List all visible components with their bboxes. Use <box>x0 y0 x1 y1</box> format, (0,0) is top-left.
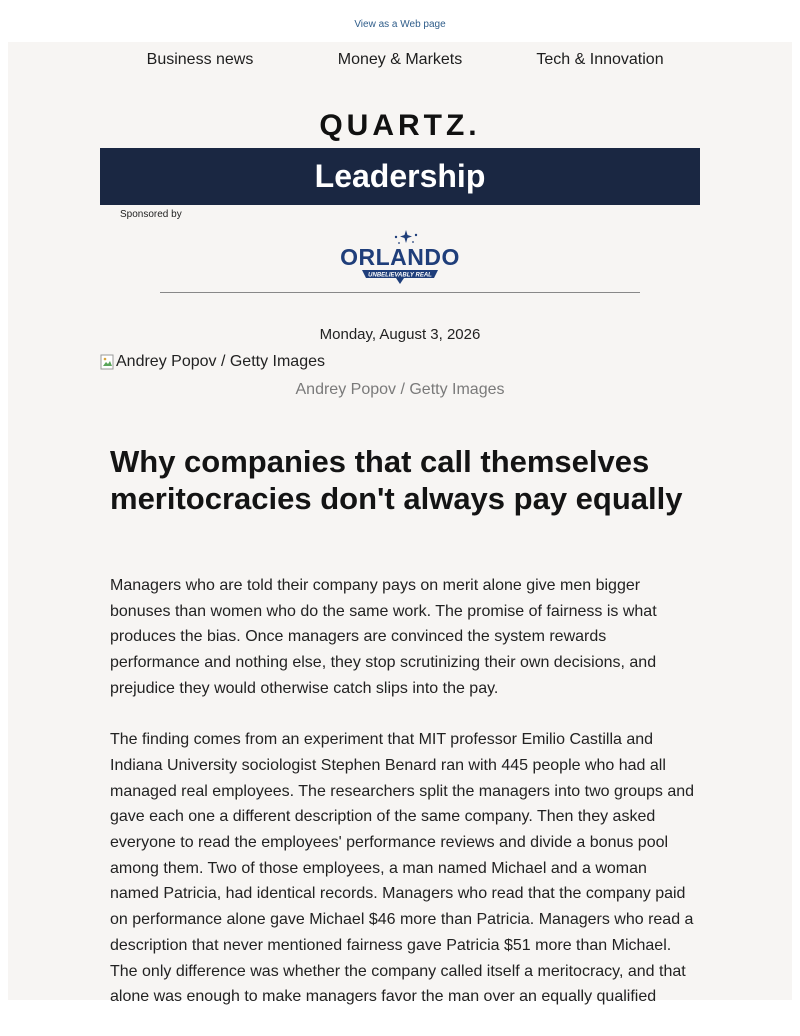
top-bar <box>0 0 800 42</box>
email-sheet <box>8 42 792 1006</box>
article-image[interactable] <box>100 353 325 371</box>
article-paragraph: The finding comes from an experiment that MIT professor Emilio Castilla and Indiana University sociologist Stephen Benard ran with 445 people who had all managed real employees. The researchers split the managers into two groups and gave each one a different description of the same company. Then they asked everyone to read the employees' performance reviews and divide a bonus pool among them. Two of those employees, a man named Michael and a woman named Patricia, had identical records. Managers who read that the company paid on performance alone gave Michael $46 more than Patricia. Managers who read a description that never mentioned fairness gave Patricia $51 more than Michael. The only difference was whether the company called itself a meritocracy, and that alone was enough to make managers favor the man over an equally qualified <box>110 731 695 1006</box>
sponsor-logo-tagline: UNBELIEVABLY REAL <box>368 272 432 279</box>
section-banner: Leadership <box>100 148 700 205</box>
orlando-sponsor-logo[interactable] <box>300 228 500 288</box>
sponsor-divider <box>160 292 640 293</box>
orlando-logo-icon <box>300 228 500 288</box>
quartz-logo[interactable]: QUARTZ. <box>319 109 481 142</box>
sponsor-logo-name: ORLANDO <box>340 244 460 270</box>
nav-business-news[interactable]: Business news <box>146 51 254 68</box>
article-headline[interactable]: Why companies that call themselves meritocracies don't always pay equally <box>110 444 683 516</box>
broken-image-icon <box>100 354 114 370</box>
nav-tech-innovation[interactable]: Tech & Innovation <box>536 51 664 68</box>
nav-money-markets[interactable]: Money & Markets <box>337 51 463 68</box>
issue-date: Monday, August 3, 2026 <box>319 326 481 343</box>
article-body <box>110 573 695 1036</box>
sponsored-by-label: Sponsored by <box>120 209 182 220</box>
article-image-alt-text: Andrey Popov / Getty Images <box>116 353 325 370</box>
view-as-web-page-link[interactable]: View as a Web page <box>354 19 446 30</box>
article-paragraph: Managers who are told their company pays on merit alone give men bigger bonuses than women who do the same work. The promise of fairness is what produces the bias. Once managers are convinced the system rewards performance and nothing else, they stop scrutinizing their own decisions, and prejudice they would otherwise catch slips into the pay. <box>110 577 657 697</box>
section-nav <box>100 50 700 70</box>
image-credit: Andrey Popov / Getty Images <box>295 381 505 398</box>
